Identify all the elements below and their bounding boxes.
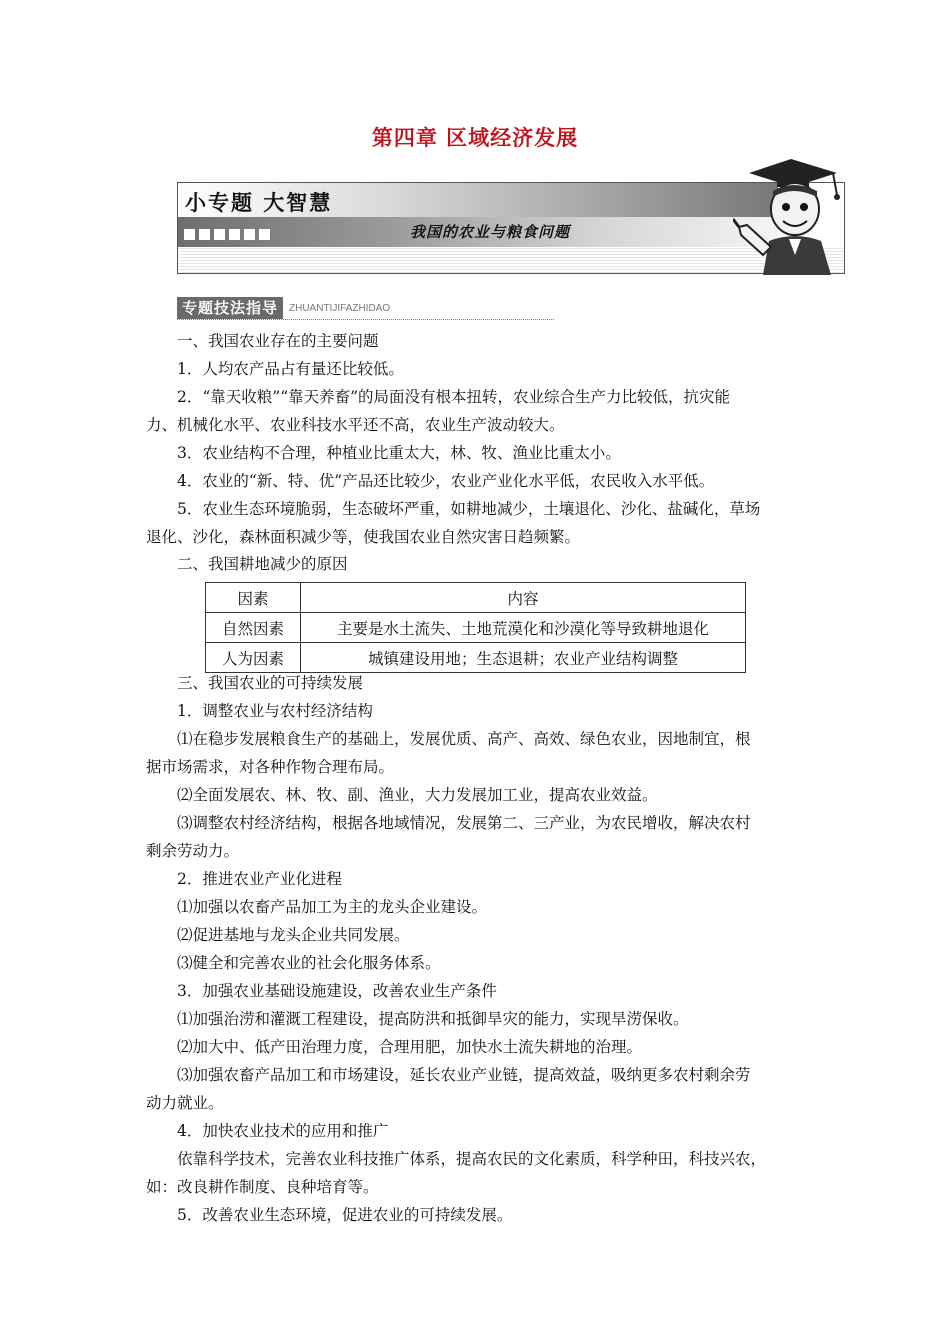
table-header-cell: 因素 bbox=[206, 583, 301, 613]
banner-squares-decoration bbox=[184, 229, 270, 240]
paragraph-line: ⑵促进基地与龙头企业共同发展。 bbox=[177, 926, 410, 944]
paragraph-line: ⑵加大中、低产田治理力度，合理用肥，加快水土流失耕地的治理。 bbox=[177, 1038, 643, 1056]
section-heading-farmland: 二、我国耕地减少的原因 bbox=[177, 555, 348, 573]
table-header-row bbox=[206, 583, 746, 613]
table-header-cell: 内容 bbox=[301, 583, 746, 613]
banner-label: 小专题 大智慧 bbox=[185, 191, 333, 215]
table-cell: 人为因素 bbox=[206, 643, 301, 673]
paragraph-line: 3．加强农业基础设施建设，改善农业生产条件 bbox=[177, 982, 497, 1000]
section-heading-sustainable: 三、我国农业的可持续发展 bbox=[177, 674, 364, 692]
paragraph-line: 4．加快农业技术的应用和推广 bbox=[177, 1122, 389, 1140]
paragraph-line: 5．改善农业生态环境，促进农业的可持续发展。 bbox=[177, 1206, 513, 1224]
dotted-divider bbox=[177, 319, 554, 320]
paragraph-line: 5．农业生态环境脆弱，生态破坏严重，如耕地减少，土壤退化、沙化、盐碱化，草场 bbox=[177, 500, 761, 518]
paragraph-line: ⑴加强治涝和灌溉工程建设，提高防洪和抵御旱灾的能力，实现旱涝保收。 bbox=[177, 1010, 689, 1028]
section-heading-problems: 一、我国农业存在的主要问题 bbox=[177, 332, 379, 350]
paragraph-line: ⑴加强以农畜产品加工为主的龙头企业建设。 bbox=[177, 898, 488, 916]
paragraph-line: 3．农业结构不合理，种植业比重太大，林、牧、渔业比重太小。 bbox=[177, 444, 621, 462]
paragraph-line: ⑶加强农畜产品加工和市场建设，延长农业产业链，提高效益，吸纳更多农村剩余劳 bbox=[177, 1066, 751, 1084]
section-tag-pinyin: ZHUANTIJIFAZHIDAO bbox=[289, 303, 391, 314]
paragraph-line: 1．调整农业与农村经济结构 bbox=[177, 702, 373, 720]
paragraph-line: 2．“靠天收粮”“靠天养畜”的局面没有根本扭转，农业综合生产力比较低，抗灾能 bbox=[177, 388, 731, 406]
farmland-reduction-table bbox=[205, 582, 746, 673]
paragraph-line: ⑶调整农村经济结构，根据各地域情况，发展第二、三产业，为农民增收，解决农村 bbox=[177, 814, 751, 832]
paragraph-line: 如：改良耕作制度、良种培育等。 bbox=[146, 1178, 379, 1196]
chapter-title: 第四章 区域经济发展 bbox=[371, 125, 579, 150]
table-row bbox=[206, 643, 746, 673]
table-row bbox=[206, 613, 746, 643]
table-cell: 自然因素 bbox=[206, 613, 301, 643]
paragraph-line: 剩余劳动力。 bbox=[146, 842, 240, 860]
paragraph-line: 动力就业。 bbox=[146, 1094, 224, 1112]
paragraph-line: 力、机械化水平、农业科技水平还不高，农业生产波动较大。 bbox=[146, 416, 565, 434]
paragraph-line: 2．推进农业产业化进程 bbox=[177, 870, 342, 888]
paragraph-line: ⑶健全和完善农业的社会化服务体系。 bbox=[177, 954, 441, 972]
paragraph-line: 依靠科学技术，完善农业科技推广体系，提高农民的文化素质，科学种田，科技兴农， bbox=[177, 1150, 767, 1168]
paragraph-line: 据市场需求，对各种作物合理布局。 bbox=[146, 758, 395, 776]
paragraph-line: ⑴在稳步发展粮食生产的基础上，发展优质、高产、高效、绿色农业，因地制宜，根 bbox=[177, 730, 751, 748]
banner-subtitle: 我国的农业与粮食问题 bbox=[410, 223, 571, 241]
table-cell: 主要是水土流失、土地荒漠化和沙漠化等导致耕地退化 bbox=[301, 613, 746, 643]
paragraph-line: 退化、沙化，森林面积减少等，使我国农业自然灾害日趋频繁。 bbox=[146, 528, 581, 546]
paragraph-line: 4．农业的“新、特、优”产品还比较少，农业产业化水平低，农民收入水平低。 bbox=[177, 472, 715, 490]
paragraph-line: ⑵全面发展农、林、牧、副、渔业，大力发展加工业，提高农业效益。 bbox=[177, 786, 658, 804]
section-tag-label: 专题技法指导 bbox=[177, 297, 283, 319]
graduate-mascot-icon bbox=[733, 155, 851, 275]
paragraph-line: 1．人均农产品占有量还比较低。 bbox=[177, 360, 404, 378]
table-cell: 城镇建设用地；生态退耕；农业产业结构调整 bbox=[301, 643, 746, 673]
